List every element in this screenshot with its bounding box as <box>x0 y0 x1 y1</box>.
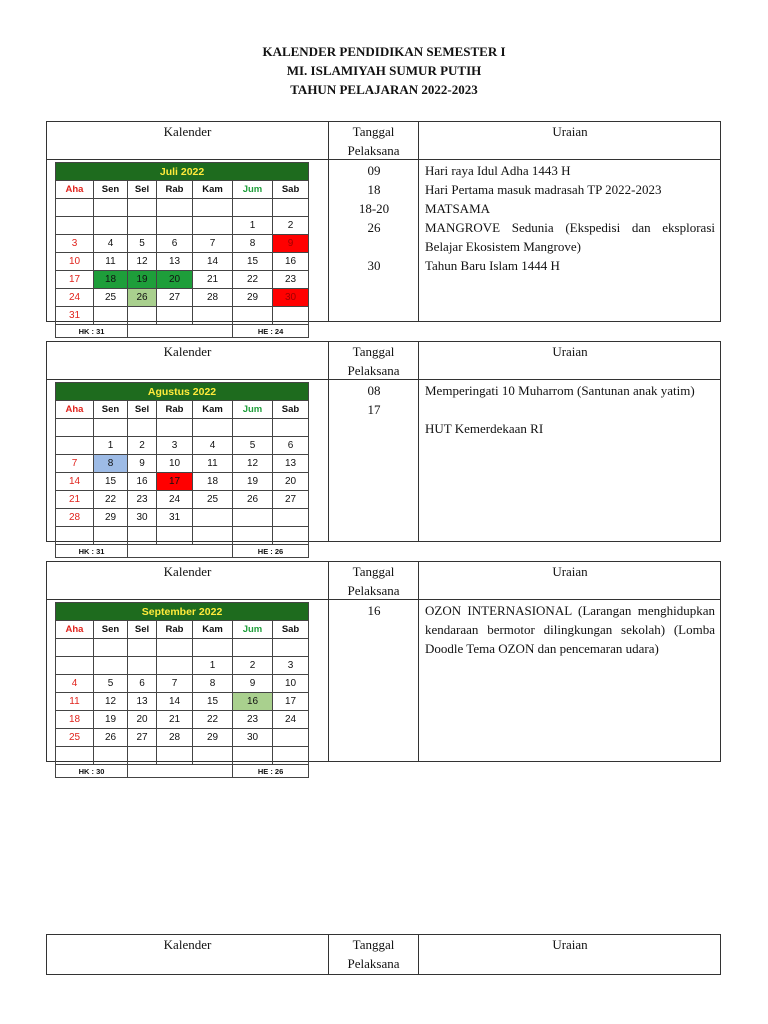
event-description: MATSAMA <box>425 201 491 216</box>
calendar-day: 11 <box>94 253 128 271</box>
he-count: HE : 24 <box>233 325 309 338</box>
event-date: 30 <box>367 258 381 273</box>
calendar-day: 19 <box>128 271 157 289</box>
calendar-day: 9 <box>128 455 157 473</box>
hk-count: HK : 31 <box>56 545 128 558</box>
calendar-day: 13 <box>157 253 193 271</box>
calendar-day: 4 <box>193 437 233 455</box>
calendar-day: 26 <box>94 729 128 747</box>
calendar-day: 2 <box>273 217 309 235</box>
calendar-day: 1 <box>94 437 128 455</box>
calendar-day: 10 <box>273 675 309 693</box>
event-date: 26 <box>367 220 381 235</box>
month-calendar-august <box>55 382 309 558</box>
calendar-day <box>128 217 157 235</box>
calendar-day: 26 <box>233 491 273 509</box>
calendar-day: 7 <box>157 675 193 693</box>
day-header: Rab <box>157 621 193 639</box>
calendar-day <box>94 307 128 325</box>
day-header: Sab <box>273 621 309 639</box>
calendar-day <box>128 527 157 545</box>
hk-count: HK : 30 <box>56 765 128 778</box>
calendar-day: 21 <box>157 711 193 729</box>
calendar-day: 24 <box>273 711 309 729</box>
calendar-day: 16 <box>273 253 309 271</box>
calendar-day: 12 <box>128 253 157 271</box>
calendar-block-next <box>46 934 721 975</box>
calendar-day: 17 <box>157 473 193 491</box>
event-date: 18-20 <box>358 201 390 216</box>
calendar-day: 11 <box>193 455 233 473</box>
calendar-day <box>56 527 94 545</box>
calendar-day: 15 <box>94 473 128 491</box>
calendar-day: 2 <box>233 657 273 675</box>
calendar-day: 20 <box>128 711 157 729</box>
calendar-day: 21 <box>56 491 94 509</box>
calendar-day <box>157 747 193 765</box>
day-header: Sel <box>128 621 157 639</box>
calendar-day: 16 <box>128 473 157 491</box>
calendar-day: 26 <box>128 289 157 307</box>
calendar-day: 23 <box>233 711 273 729</box>
event-date: 09 <box>367 163 381 178</box>
day-header: Kam <box>193 401 233 419</box>
calendar-day: 4 <box>94 235 128 253</box>
calendar-day: 14 <box>157 693 193 711</box>
header-kalender: Kalender <box>163 564 212 579</box>
title-line-1: KALENDER PENDIDIKAN SEMESTER I <box>262 44 506 59</box>
event-date: 08 <box>367 383 381 398</box>
calendar-day <box>193 307 233 325</box>
calendar-day: 22 <box>193 711 233 729</box>
calendar-day <box>56 657 94 675</box>
day-header: Jum <box>233 181 273 199</box>
calendar-day: 29 <box>233 289 273 307</box>
calendar-day <box>157 217 193 235</box>
calendar-day: 18 <box>193 473 233 491</box>
title-line-2: MI. ISLAMIYAH SUMUR PUTIH <box>286 63 482 78</box>
calendar-day: 6 <box>273 437 309 455</box>
calendar-day <box>273 509 309 527</box>
calendar-day <box>94 527 128 545</box>
header-uraian: Uraian <box>552 564 588 579</box>
calendar-day: 12 <box>94 693 128 711</box>
calendar-day <box>193 217 233 235</box>
title-line-3: TAHUN PELAJARAN 2022-2023 <box>290 82 478 97</box>
calendar-day <box>94 747 128 765</box>
calendar-day: 10 <box>56 253 94 271</box>
calendar-day: 28 <box>56 509 94 527</box>
calendar-day: 16 <box>233 693 273 711</box>
calendar-day <box>193 509 233 527</box>
calendar-day: 27 <box>128 729 157 747</box>
day-header: Aha <box>56 181 94 199</box>
calendar-day: 20 <box>157 271 193 289</box>
calendar-day: 6 <box>157 235 193 253</box>
calendar-day: 25 <box>193 491 233 509</box>
he-count: HE : 26 <box>233 765 309 778</box>
day-header: Aha <box>56 621 94 639</box>
month-name: September 2022 <box>56 603 309 621</box>
calendar-day: 7 <box>56 455 94 473</box>
day-header: Sen <box>94 401 128 419</box>
calendar-day: 6 <box>128 675 157 693</box>
calendar-day: 28 <box>157 729 193 747</box>
day-header: Aha <box>56 401 94 419</box>
calendar-day <box>56 217 94 235</box>
header-tanggal: Tanggal Pelaksana <box>347 124 400 158</box>
calendar-day: 23 <box>128 491 157 509</box>
calendar-day: 4 <box>56 675 94 693</box>
calendar-day <box>233 307 273 325</box>
calendar-day: 14 <box>56 473 94 491</box>
header-kalender: Kalender <box>163 344 212 359</box>
calendar-day <box>94 217 128 235</box>
calendar-day <box>273 307 309 325</box>
calendar-day <box>157 527 193 545</box>
header-uraian: Uraian <box>552 124 588 139</box>
day-header: Sab <box>273 181 309 199</box>
calendar-day: 8 <box>193 675 233 693</box>
month-calendar-july <box>55 162 309 338</box>
day-header: Rab <box>157 181 193 199</box>
month-name: Agustus 2022 <box>56 383 309 401</box>
month-name: Juli 2022 <box>56 163 309 181</box>
event-description: Hari raya Idul Adha 1443 H <box>425 163 571 178</box>
calendar-day <box>56 747 94 765</box>
calendar-day: 11 <box>56 693 94 711</box>
day-header: Sen <box>94 181 128 199</box>
calendar-day <box>193 527 233 545</box>
calendar-day: 3 <box>157 437 193 455</box>
calendar-day <box>233 527 273 545</box>
calendar-day: 5 <box>233 437 273 455</box>
month-calendar-september <box>55 602 309 778</box>
calendar-day: 9 <box>273 235 309 253</box>
calendar-day <box>273 527 309 545</box>
day-header: Rab <box>157 401 193 419</box>
calendar-day: 17 <box>56 271 94 289</box>
he-count: HE : 26 <box>233 545 309 558</box>
calendar-day <box>157 657 193 675</box>
calendar-day: 1 <box>233 217 273 235</box>
calendar-day <box>128 307 157 325</box>
header-uraian: Uraian <box>552 344 588 359</box>
calendar-day: 30 <box>233 729 273 747</box>
day-header: Sel <box>128 401 157 419</box>
calendar-day: 20 <box>273 473 309 491</box>
calendar-day: 27 <box>157 289 193 307</box>
calendar-day: 2 <box>128 437 157 455</box>
event-description: Hari Pertama masuk madrasah TP 2022-2023 <box>425 182 662 197</box>
calendar-day: 23 <box>273 271 309 289</box>
calendar-day: 19 <box>94 711 128 729</box>
event-date: 18 <box>367 182 381 197</box>
day-header: Jum <box>233 621 273 639</box>
calendar-day: 15 <box>233 253 273 271</box>
calendar-day: 25 <box>56 729 94 747</box>
calendar-day: 27 <box>273 491 309 509</box>
day-header: Jum <box>233 401 273 419</box>
calendar-day: 19 <box>233 473 273 491</box>
header-uraian: Uraian <box>552 937 588 952</box>
calendar-day: 15 <box>193 693 233 711</box>
calendar-day <box>94 657 128 675</box>
calendar-day: 21 <box>193 271 233 289</box>
header-kalender: Kalender <box>163 124 212 139</box>
day-header: Sel <box>128 181 157 199</box>
header-tanggal: Tanggal Pelaksana <box>347 937 400 971</box>
calendar-day: 7 <box>193 235 233 253</box>
event-description: HUT Kemerdekaan RI <box>425 421 544 436</box>
event-description: Tahun Baru Islam 1444 H <box>425 258 560 273</box>
calendar-day <box>157 307 193 325</box>
calendar-block-september <box>46 561 721 776</box>
calendar-day: 22 <box>233 271 273 289</box>
calendar-day <box>128 657 157 675</box>
calendar-day: 5 <box>94 675 128 693</box>
calendar-day: 31 <box>56 307 94 325</box>
day-header: Kam <box>193 181 233 199</box>
event-date: 16 <box>367 603 381 618</box>
header-tanggal: Tanggal Pelaksana <box>347 344 400 378</box>
day-header: Sen <box>94 621 128 639</box>
calendar-day: 31 <box>157 509 193 527</box>
calendar-block-july <box>46 121 721 336</box>
calendar-day <box>233 509 273 527</box>
calendar-day <box>273 747 309 765</box>
header-tanggal: Tanggal Pelaksana <box>347 564 400 598</box>
calendar-day: 3 <box>273 657 309 675</box>
calendar-day: 24 <box>157 491 193 509</box>
calendar-day: 25 <box>94 289 128 307</box>
event-description: OZON INTERNASIONAL (Larangan menghidupkan kendaraan bermotor dilingkungan sekolah) (Lomba Doodle Tema OZON dan pencemaran udara) <box>425 603 715 656</box>
calendar-day <box>56 437 94 455</box>
calendar-day: 29 <box>94 509 128 527</box>
calendar-day <box>128 747 157 765</box>
calendar-day: 5 <box>128 235 157 253</box>
event-date: 17 <box>367 402 381 417</box>
day-header: Sab <box>273 401 309 419</box>
calendar-day: 8 <box>233 235 273 253</box>
calendar-day: 30 <box>273 289 309 307</box>
calendar-day <box>233 747 273 765</box>
calendar-day: 13 <box>273 455 309 473</box>
calendar-day: 17 <box>273 693 309 711</box>
event-description: Memperingati 10 Muharrom (Santunan anak yatim) <box>425 383 695 398</box>
calendar-day <box>193 747 233 765</box>
calendar-day: 13 <box>128 693 157 711</box>
calendar-day: 12 <box>233 455 273 473</box>
calendar-day: 10 <box>157 455 193 473</box>
calendar-day: 8 <box>94 455 128 473</box>
calendar-block-august <box>46 341 721 556</box>
calendar-day: 24 <box>56 289 94 307</box>
calendar-day: 3 <box>56 235 94 253</box>
calendar-day: 28 <box>193 289 233 307</box>
event-description: MANGROVE Sedunia (Ekspedisi dan eksplorasi Belajar Ekosistem Mangrove) <box>425 220 715 254</box>
calendar-day: 29 <box>193 729 233 747</box>
hk-count: HK : 31 <box>56 325 128 338</box>
calendar-day: 1 <box>193 657 233 675</box>
calendar-day <box>273 729 309 747</box>
calendar-day: 18 <box>94 271 128 289</box>
calendar-day: 22 <box>94 491 128 509</box>
day-header: Kam <box>193 621 233 639</box>
header-kalender: Kalender <box>163 937 212 952</box>
calendar-day: 9 <box>233 675 273 693</box>
calendar-day: 30 <box>128 509 157 527</box>
calendar-day: 18 <box>56 711 94 729</box>
calendar-day: 14 <box>193 253 233 271</box>
